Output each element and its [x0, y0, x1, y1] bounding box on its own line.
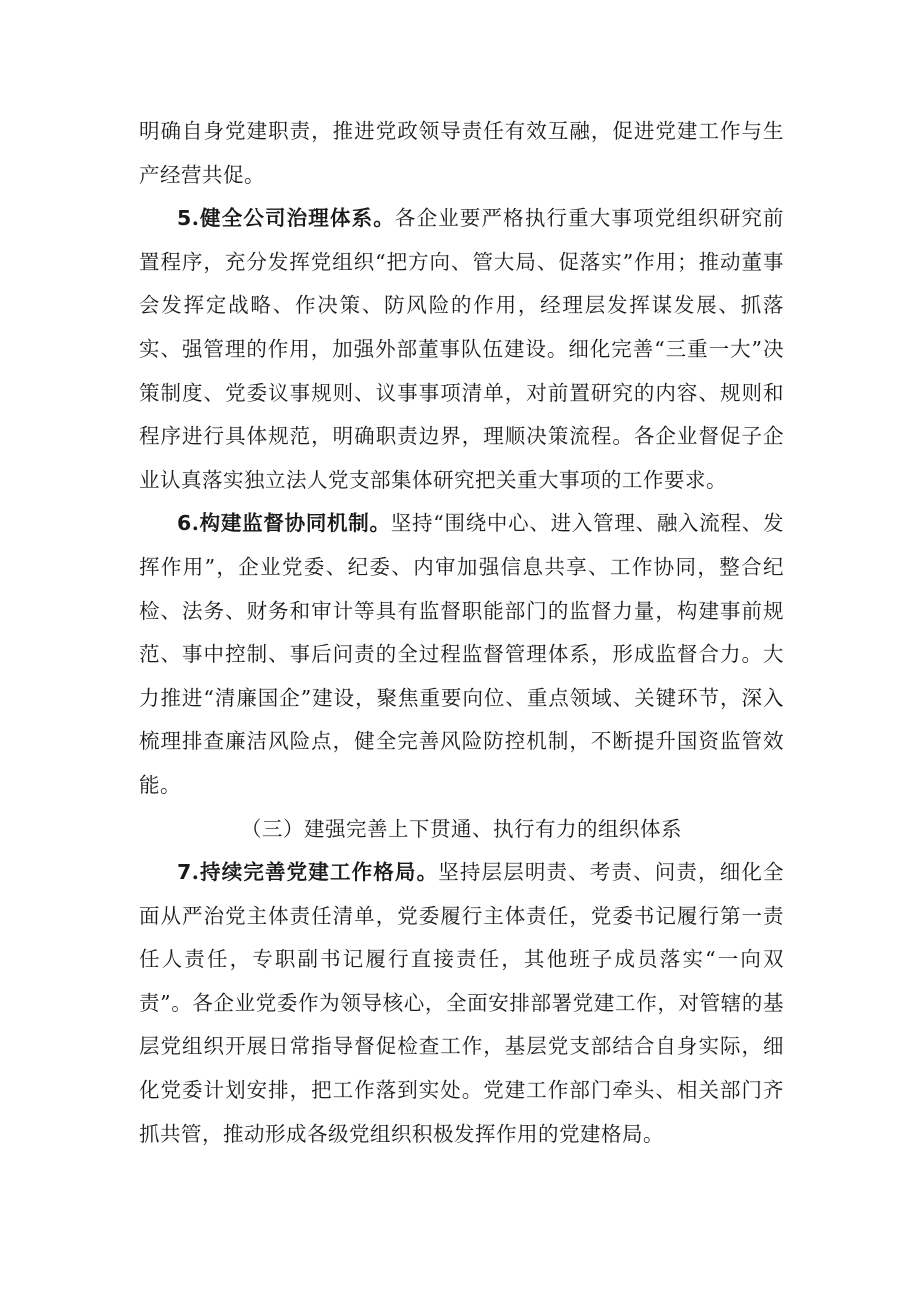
item-6-paragraph — [139, 502, 784, 807]
section-3-heading: （三）建强完善上下贯通、执行有力的组织体系 — [241, 816, 682, 841]
item-7-paragraph — [139, 851, 784, 1156]
intro-paragraph: 明确自身党建职责，推进党政领导责任有效互融，促进党建工作与生产经营共促。 — [139, 119, 784, 187]
item-5-heading: .健全公司治理体系。 — [191, 206, 395, 231]
item-6-body: 坚持“围绕中心、进入管理、融入流程、发挥作用”，企业党委、纪委、内审加强信息共享、工作协同，整合纪检、法务、财务和审计等具有监督职能部门的监督力量，构建事前规范、事中控制、事后问责的全过程监督管理体系，形成监督合力。大力推进“清廉国企”建设，聚焦重要向位、重点领域、关键环节，深入梳理排查廉洁风险点，健全完善风险防控机制，不断提升国资监管效能。 — [139, 511, 784, 797]
item-5-body: 各企业要严格执行重大事项党组织研究前置程序，充分发挥党组织“把方向、管大局、促落实”作用；推动董事会发挥定战略、作决策、防风险的作用，经理层发挥谋发展、抓落实、强管理的作用，加强外部董事队伍建设。细化完善“三重一大”决策制度、党委议事规则、议事事项清单，对前置研究的内容、规则和程序进行具体规范，明确职责边界，理顺决策流程。各企业督促子企业认真落实独立法人党支部集体研究把关重大事项的工作要求。 — [139, 206, 784, 492]
item-6-number: 6 — [177, 511, 192, 536]
item-7-body: 坚持层层明责、考责、问责，细化全面从严治党主体责任清单，党委履行主体责任，党委书记履行第一责任人责任，专职副书记履行直接责任，其他班子成员落实“一向双责”。各企业党委作为领导核心，全面安排部署党建工作，对管辖的基层党组织开展日常指导督促检查工作，基层党支部结合自身实际，细化党委计划安排，把工作落到实处。党建工作部门牵头、相关部门齐抓共管，推动形成各级党组织积极发挥作用的党建格局。 — [139, 860, 785, 1146]
item-5-paragraph — [139, 197, 784, 502]
item-5-number: 5 — [177, 206, 192, 231]
item-7-heading: .持续完善党建工作格局。 — [191, 860, 439, 885]
document-page — [139, 110, 784, 1156]
item-7-number: 7 — [177, 860, 192, 885]
item-6-heading: .构建监督协同机制。 — [191, 511, 391, 536]
